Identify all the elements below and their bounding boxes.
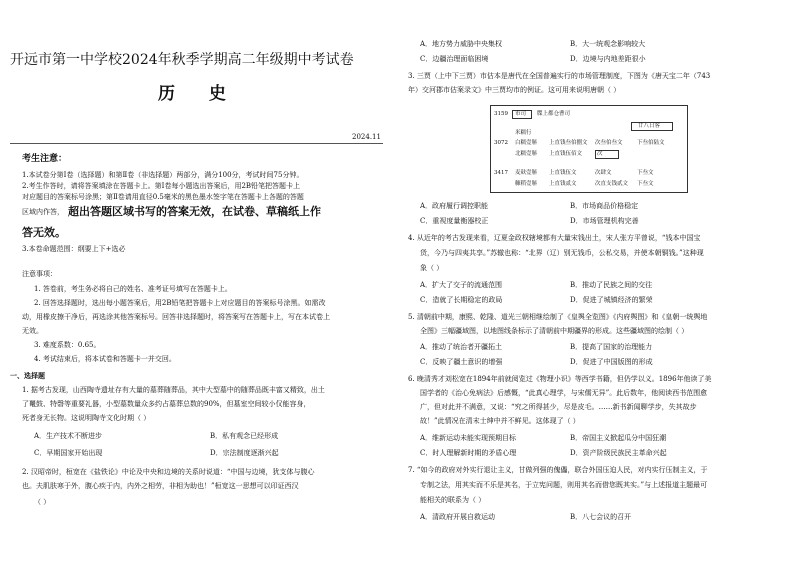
q5-option-b: B．提高了国家的治理能力 [570, 343, 653, 351]
q1-line-1: 1. 据考古发现，山西陶寺遗址存有大量的墓葬随葬品，其中大型墓中的随葬品既丰富又精致，出土 [22, 386, 325, 394]
attention-line-6: 4. 考试结束后，将本试卷和答题卡一并交回。 [34, 355, 176, 363]
notice-emphasis-1: 超出答题区域书写的答案无效，在试卷、草稿纸上作 [68, 205, 321, 218]
q7-line-1: 7. “如今的政府对外实行退让主义，甘做列强的傀儡，联合外国压迫人民，对内实行压制主义，于 [408, 466, 708, 474]
exam-date: 2024.11 [352, 133, 381, 141]
fig-row6-low: 下叁文 [637, 181, 654, 187]
q5-line-2: 全图》三幅疆域图，以地图线条标示了清朝前中期疆界的形成。这些疆域图的绘制（ ） [420, 327, 689, 335]
fig-row3-high: 上直钱叁伯捌文 [549, 140, 588, 146]
q3-option-d: D．市场管理机构完善 [570, 217, 639, 225]
q1-option-c: C．早期国家开始出现 [34, 449, 103, 457]
notice-line-3: 对应题目的答案标号涂黑；第Ⅱ卷请用直径0.5毫米的黑色墨水签字笔在答题卡上各题的答题 [22, 193, 304, 201]
notice-line-2: 2.考生作答时，请将答案填涂在答题卡上。第Ⅰ卷每小题选出答案后，用2B铅笔把答题卡上 [22, 182, 301, 190]
q6-option-d: D．资产阶级民族民主革命兴起 [570, 449, 667, 457]
q3-option-a: A．政府履行调控职能 [420, 202, 489, 210]
q1-line-3: 死者身无长物。这说明陶寺文化时期（ ） [22, 414, 151, 422]
fig-row1-num: 3159 [494, 111, 508, 117]
header-divider [10, 143, 383, 144]
right-column [398, 0, 794, 562]
fig-row5-low: 下叁文 [637, 170, 654, 176]
q5-option-c: C．反映了疆土意识的增强 [420, 358, 503, 366]
fig-row3-low: 下叁伯陆文 [637, 140, 665, 146]
q7-line-3: 能相关的联系为（ ） [420, 496, 486, 504]
q3-line-1: 3. 三贾（上中下三贾）市估本是唐代在全国普遍实行的市场管理制度，下图为《唐天宝二年（743 [408, 72, 711, 80]
fig-right-tag: 廿八日客 [638, 123, 661, 129]
q1-line-2: 了鼍鼓、特磬等重要礼器，小型墓数量众多约占墓葬总数的90%，但墓室空间较小仅能容身， [22, 400, 311, 408]
q7-line-2: 专制之法，用其实而不乐是其名，于立宪问题，则用其名而借您既其实。”与上述报道主题最可 [420, 481, 708, 489]
fig-row4-mid: 次 [597, 151, 603, 157]
q6-line-4: 故！”此情况在清末士绅中并不鲜见。这体现了（ ） [420, 417, 580, 425]
q6-line-1: 6. 晚清秀才刘松宽在1894年前就阅览过《物理小识》等西学书籍，但仍学以义。1896年他读了美 [408, 375, 712, 383]
notice-line-5: 3.本卷命题范围：纲要上下+选必 [22, 245, 126, 253]
q2-line-3: （ ） [34, 498, 51, 506]
notice-emphasis-2: 答无效。 [22, 226, 66, 239]
q2-option-a: A．地方势力威胁中央集权 [420, 40, 503, 48]
q2-option-b: B．大一统观念影响较大 [570, 40, 646, 48]
attention-line-3: 动，用橡皮擦干净后，再选涂其他答案标号。回答非选择题时，将答案写在答题卡上，写在本试卷上 [22, 313, 330, 321]
fig-row4-item: 北糯壹斛 [515, 151, 538, 157]
fig-row6-high: 上直钱贰文 [549, 181, 577, 187]
attention-line-2: 2. 回答选择题时，选出每小题答案后，用2B铅笔把答题卡上对应题目的答案标号涂黑。如需改 [34, 299, 326, 307]
q6-line-3: 广，但对此并不满意，又说：“究之所得甚少，尽是皮毛。……新书新闻聊学步，失其故步 [420, 403, 697, 411]
notice-line-4: 区域内作答， [22, 208, 64, 216]
q1-option-a: A．生产技术不断进步 [34, 432, 103, 440]
q6-option-c: C．时人理解新时期的矛盾心理 [420, 449, 517, 457]
fig-row3-item: 白糯壹斛 [515, 140, 538, 146]
fig-row2: 米糯行 [515, 130, 532, 136]
fig-row3-num: 3072 [494, 140, 508, 146]
attention-line-4: 无效。 [22, 327, 43, 335]
fig-row5-high: 上直钱伍文 [549, 170, 577, 176]
section-heading: 一、选择题 [10, 371, 45, 380]
q6-line-2: 国学者的《治心免病法》后感慨，“此真心理学，与宋儒无异”。此后数年，他阅读西书范围愈 [420, 389, 708, 397]
q4-line-1: 4. 从近年的考古发现来看，辽夏金政权辖境都有大量宋钱出土，宋人张方平曾说，“钱本中国宝 [408, 234, 701, 242]
notice-line-1: 1.本试卷分第Ⅰ卷（选择题）和第Ⅱ卷（非选择题）两部分，满分100分，考试时间75分钟。 [22, 171, 304, 179]
q6-option-a: A．维新运动未能实现预期目标 [420, 434, 517, 442]
q4-line-2: 货，今乃与四夷共享。”苏辙也称：“北界（辽）别无钱币，公私交易，并使本朝铜钱。”这种现 [420, 249, 704, 257]
fig-row6-item: 糠稻壹斛 [515, 181, 538, 187]
subject-title: 历 史 [158, 84, 240, 104]
q1-option-d: D．宗法制度逐渐兴起 [210, 449, 279, 457]
notice-heading: 考生注意： [22, 154, 68, 164]
q5-option-d: D．促进了中国版图的形成 [570, 358, 653, 366]
fig-row4-high: 上直钱伍佰文 [549, 151, 583, 157]
q4-option-a: A．扩大了交子的流通范围 [420, 281, 503, 289]
fig-row5-num: 3417 [494, 170, 508, 176]
q1-option-b: B．私有观念已经形成 [210, 432, 279, 440]
fig-row1-text: 牒上都仓曹司 [537, 111, 571, 117]
q7-option-a: A．清政府开展自救运动 [420, 513, 496, 521]
fig-row3-mid: 次叁伯叁文 [595, 140, 623, 146]
q2-line-1: 2. 汉昭帝时，桓宽在《盐铁论》中论及中央和边境的关系时说道：“中国与边境，犹支体与腹心 [22, 468, 315, 476]
exam-title: 开远市第一中学校2024年秋季学期高二年级期中考试卷 [10, 52, 354, 68]
attention-line-5: 3. 难度系数：0.65。 [34, 341, 101, 349]
q4-option-c: C．造就了长期稳定的政局 [420, 296, 503, 304]
q5-option-a: A．推动了统治者开疆拓土 [420, 343, 503, 351]
q4-line-3: 象（ ） [420, 264, 444, 272]
fig-row5-item: 麦麸壹斛 [515, 170, 538, 176]
q4-option-d: D．促进了城镇经济的繁荣 [570, 296, 653, 304]
fig-row5-mid: 次肆文 [595, 170, 612, 176]
market-price-table-figure [490, 105, 688, 193]
q2-option-d: D．边境与内地差距很小 [570, 55, 646, 63]
attention-heading: 注意事项： [22, 270, 57, 278]
left-column [0, 0, 395, 562]
q5-line-1: 5. 清朝前中期，康熙、乾隆、道光三朝相继绘制了《皇舆全览图》《内府舆图》和《皇朝一统舆地 [408, 313, 708, 321]
q7-option-b: B．八七会议的召开 [570, 513, 632, 521]
q3-option-b: B．市场商品价格稳定 [570, 202, 639, 210]
attention-line-1: 1. 答卷前，考生务必将自己的姓名、准考证号填写在答题卡上。 [34, 285, 232, 293]
fig-row1-office: 市司 [515, 111, 527, 117]
q2-option-c: C．边疆治理面临困境 [420, 55, 489, 63]
q2-line-2: 也。夫肌肤寒于外，腹心疾于内，内外之相劳，非相为助也！”桓宽这一思想可以印证西汉 [22, 482, 299, 490]
q6-option-b: B．帝国主义掀起瓜分中国狂潮 [570, 434, 667, 442]
fig-row6-mid: 次直支钱贰文 [595, 181, 629, 187]
q3-option-c: C．重视度量衡器校正 [420, 217, 489, 225]
q4-option-b: B．推动了民族之间的交往 [570, 281, 653, 289]
q3-line-2: 年）交河郡市估案录文》中三贾均市的例证。这可用来说明唐朝（ ） [408, 86, 621, 94]
